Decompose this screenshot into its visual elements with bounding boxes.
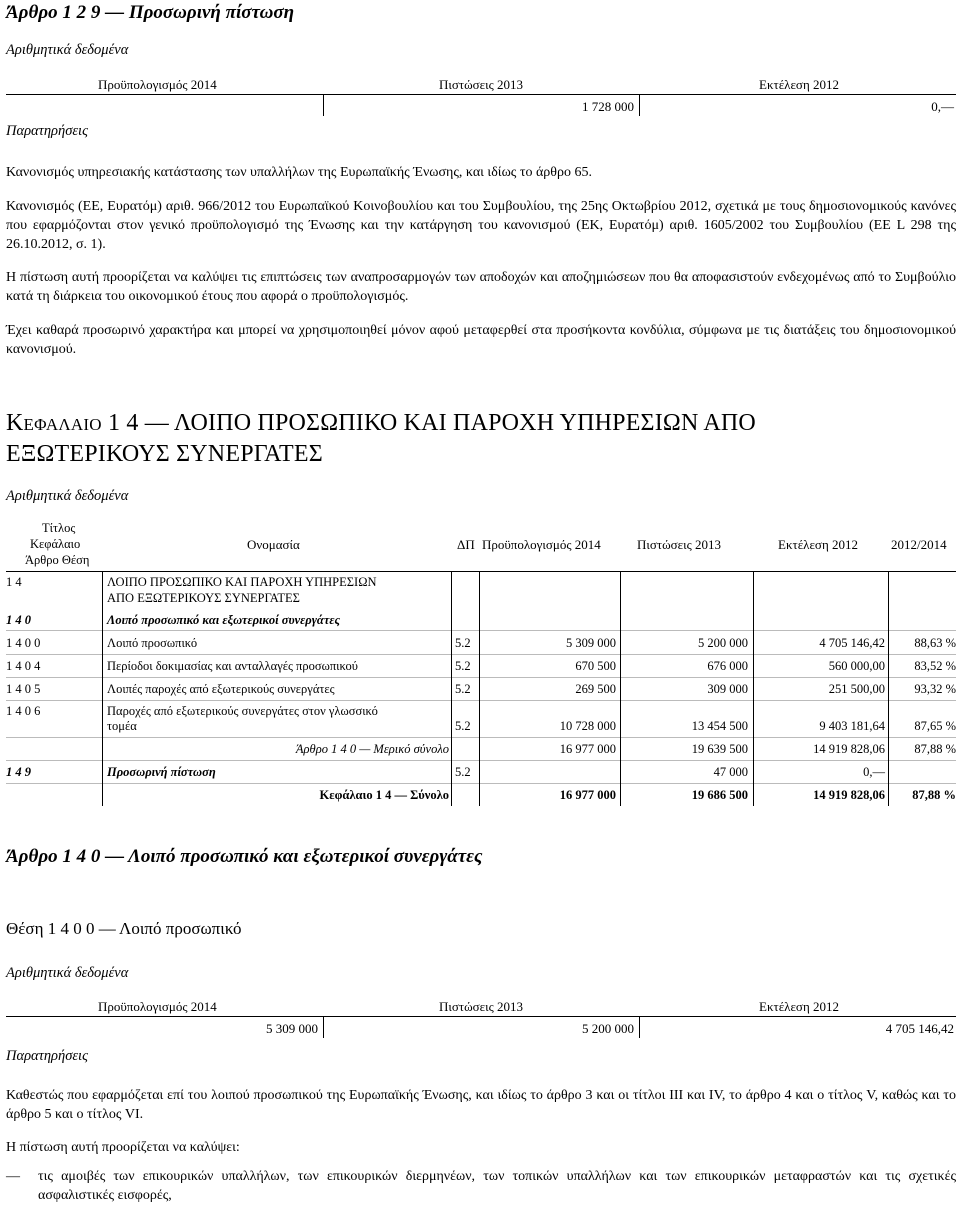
- col-header-heading: Ονομασία: [247, 537, 300, 552]
- remarks-paragraph: Κανονισμός υπηρεσιακής κατάστασης των υπαλλήλων της Ευρωπαϊκής Ένωσης, και ιδίως το άρθρο 65.: [6, 165, 592, 180]
- row-code: 1 4 0 0: [6, 636, 41, 650]
- row-separator: [6, 737, 956, 738]
- col-header-chapter: Κεφάλαιο: [30, 537, 81, 551]
- total-label: Κεφάλαιο 1 4 — Σύνολο: [319, 788, 449, 802]
- row-code: 1 4 9: [6, 765, 31, 779]
- row-separator: [6, 783, 956, 784]
- row-execution: 251 500,00: [828, 682, 885, 696]
- col-header-title: Τίτλος: [42, 521, 76, 535]
- row-ff: 5.2: [455, 719, 471, 733]
- col-header-ff: ΔΠ: [457, 537, 475, 552]
- row-appropriations: 13 454 500: [691, 719, 748, 733]
- item-1400-execution-value: 4 705 146,42: [885, 1021, 954, 1036]
- col-header-budget: Προϋπολογισμός 2014: [482, 537, 601, 552]
- table-col-divider: [888, 571, 889, 806]
- chapter-14-figures-label: Αριθμητικά δεδομένα: [6, 488, 129, 504]
- total-budget: 16 977 000: [559, 788, 616, 802]
- row-ratio: 83,52 %: [914, 659, 956, 673]
- row-separator: [6, 630, 956, 631]
- article-140-title: Άρθρο 1 4 0 — Λοιπό προσωπικό και εξωτερικοί συνεργάτες: [6, 846, 483, 867]
- row-name: Περίοδοι δοκιμασίας και ανταλλαγές προσωπικού: [107, 659, 358, 673]
- item-1400-budget-value: 5 309 000: [266, 1021, 318, 1036]
- table-header-rule: [6, 571, 956, 572]
- row-name: Λοιπές παροχές από εξωτερικούς συνεργάτες: [107, 682, 335, 696]
- header-appropriations-2013: Πιστώσεις 2013: [439, 999, 524, 1014]
- figures-col-divider: [323, 94, 324, 116]
- row-budget: 269 500: [575, 682, 616, 696]
- item-1400-remarks-label: Παρατηρήσεις: [6, 1048, 88, 1064]
- chapter-14-title: [6, 408, 956, 470]
- table-col-divider: [479, 571, 480, 806]
- remarks-paragraph: Καθεστώς που εφαρμόζεται επί του λοιπού προσωπικού της Ευρωπαϊκής Ένωσης, και ιδίως το άρθρο 3 και οι τίτλοι III και IV, το άρθρο 4 και ο τίτλος V, καθώς και το άρθρο 5 και ο τίτλος VI.: [6, 1088, 956, 1122]
- figures-col-divider: [639, 94, 640, 116]
- row-budget: 5 309 000: [566, 636, 616, 650]
- header-budget-2014: Προϋπολογισμός 2014: [98, 77, 217, 92]
- header-budget-2014: Προϋπολογισμός 2014: [98, 999, 217, 1014]
- total-appropriations: 19 686 500: [691, 788, 748, 802]
- row-ff: 5.2: [455, 659, 471, 673]
- figures-col-divider: [639, 1016, 640, 1038]
- row-separator: [6, 654, 956, 655]
- chapter-title-line1: 1 4 — ΛΟΙΠΟ ΠΡΟΣΩΠΙΚΟ ΚΑΙ ΠΑΡΟΧΗ ΥΠΗΡΕΣΙΩΝ ΑΠΟ: [101, 410, 756, 436]
- subtotal-execution: 14 919 828,06: [813, 742, 885, 756]
- row-budget: 670 500: [575, 659, 616, 673]
- figures-header-rule: [6, 94, 956, 95]
- row-separator: [6, 700, 956, 701]
- subtotal-budget: 16 977 000: [559, 742, 616, 756]
- remarks-paragraph: Έχει καθαρά προσωρινό χαρακτήρα και μπορεί να χρησιμοποιηθεί μόνον αφού μεταφερθεί στα προσήκοντα κονδύλια, σύμφωνα με τις διατάξεις του δημοσιονομικού κανονισμού.: [6, 323, 956, 357]
- row-execution: 9 403 181,64: [819, 719, 885, 733]
- remarks-paragraph: Η πίστωση αυτή προορίζεται να καλύψει:: [6, 1140, 240, 1155]
- row-name-cont: ΑΠΟ ΕΞΩΤΕΡΙΚΟΥΣ ΣΥΝΕΡΓΑΤΕΣ: [107, 591, 300, 605]
- figures-header-rule: [6, 1016, 956, 1017]
- row-code: 1 4 0 6: [6, 704, 41, 718]
- subtotal-ratio: 87,88 %: [914, 742, 956, 756]
- row-separator: [6, 677, 956, 678]
- total-execution: 14 919 828,06: [813, 788, 885, 802]
- row-execution: 560 000,00: [828, 659, 885, 673]
- row-code: 1 4 0 4: [6, 659, 41, 673]
- figures-col-divider: [323, 1016, 324, 1038]
- row-execution: 4 705 146,42: [819, 636, 885, 650]
- article-129-execution-value: 0,—: [931, 99, 954, 114]
- row-ff: 5.2: [455, 765, 471, 779]
- item-1400-title: Θέση 1 4 0 0 — Λοιπό προσωπικό: [6, 919, 242, 938]
- col-header-appropriations: Πιστώσεις 2013: [637, 537, 722, 552]
- bullet-text: τις αμοιβές των επικουρικών υπαλλήλων, των επικουρικών διερμηνέων, των τοπικών υπαλλήλων και των επικουρικών μεταφραστών και τις σχετικές ασφαλιστικές εισφορές,: [38, 1169, 956, 1203]
- bullet-dash: —: [6, 1169, 20, 1184]
- header-execution-2012: Εκτέλεση 2012: [759, 999, 839, 1014]
- row-name: ΛΟΙΠΟ ΠΡΟΣΩΠΙΚΟ ΚΑΙ ΠΑΡΟΧΗ ΥΠΗΡΕΣΙΩΝ: [107, 575, 377, 589]
- subtotal-appropriations: 19 639 500: [691, 742, 748, 756]
- row-code: 1 4: [6, 575, 22, 589]
- table-col-divider: [451, 571, 452, 806]
- row-name: Λοιπό προσωπικό: [107, 636, 198, 650]
- item-1400-appropriations-value: 5 200 000: [582, 1021, 634, 1036]
- row-appropriations: 309 000: [707, 682, 748, 696]
- col-header-ratio: 2012/2014: [891, 537, 947, 552]
- row-execution: 0,—: [863, 765, 885, 779]
- row-name: Λοιπό προσωπικό και εξωτερικοί συνεργάτες: [107, 613, 341, 627]
- subtotal-label: Άρθρο 1 4 0 — Μερικό σύνολο: [295, 742, 449, 756]
- chapter-prefix: Κεφαλαιο: [6, 410, 102, 436]
- row-ff: 5.2: [455, 636, 471, 650]
- item-1400-figures-label: Αριθμητικά δεδομένα: [6, 965, 129, 981]
- row-appropriations: 676 000: [707, 659, 748, 673]
- article-129-remarks-label: Παρατηρήσεις: [6, 123, 88, 139]
- chapter-title-line2: ΕΞΩΤΕΡΙΚΟΥΣ ΣΥΝΕΡΓΑΤΕΣ: [6, 441, 323, 467]
- row-name: Προσωρινή πίστωση: [107, 765, 216, 779]
- row-budget: 10 728 000: [559, 719, 616, 733]
- col-header-article-item: Άρθρο Θέση: [25, 553, 90, 567]
- row-separator: [6, 760, 956, 761]
- row-ratio: 87,65 %: [914, 719, 956, 733]
- header-execution-2012: Εκτέλεση 2012: [759, 77, 839, 92]
- article-129-appropriations-value: 1 728 000: [582, 99, 634, 114]
- remarks-paragraph: Κανονισμός (ΕΕ, Ευρατόμ) αριθ. 966/2012 του Ευρωπαϊκού Κοινοβουλίου και του Συμβουλίου, της 25ης Οκτωβρίου 2012, σχετικά με τους δημοσιονομικούς κανόνες που εφαρμόζονται στον γενικό προϋπολογισμό της Ένωσης και την κατάργηση του κανονισμού (ΕΚ, Ευρατόμ) αριθ. 1605/2002 του Συμβουλίου (ΕΕ L 298 της 26.10.2012, σ. 1).: [6, 199, 956, 252]
- row-ff: 5.2: [455, 682, 471, 696]
- row-ratio: 88,63 %: [914, 636, 956, 650]
- row-code: 1 4 0 5: [6, 682, 41, 696]
- header-appropriations-2013: Πιστώσεις 2013: [439, 77, 524, 92]
- table-col-divider: [102, 571, 103, 806]
- col-header-execution: Εκτέλεση 2012: [778, 537, 858, 552]
- table-col-divider: [753, 571, 754, 806]
- row-appropriations: 47 000: [713, 765, 748, 779]
- article-129-figures-label: Αριθμητικά δεδομένα: [6, 42, 129, 58]
- row-name-cont: τομέα: [107, 719, 137, 733]
- remarks-paragraph: Η πίστωση αυτή προορίζεται να καλύψει τις επιπτώσεις των αναπροσαρμογών των αποδοχών και αποζημιώσεων που θα αποφασιστούν ενδεχομένως από το Συμβούλιο κατά τη διάρκεια του οικονομικού έτους που αφορά ο προϋπολογισμός.: [6, 270, 956, 304]
- row-appropriations: 5 200 000: [698, 636, 748, 650]
- row-name: Παροχές από εξωτερικούς συνεργάτες στον γλωσσικό: [107, 704, 378, 718]
- article-129-title: Άρθρο 1 2 9 — Προσωρινή πίστωση: [6, 2, 295, 23]
- table-col-divider: [620, 571, 621, 806]
- row-ratio: 93,32 %: [914, 682, 956, 696]
- total-ratio: 87,88 %: [912, 788, 956, 802]
- row-code: 1 4 0: [6, 613, 31, 627]
